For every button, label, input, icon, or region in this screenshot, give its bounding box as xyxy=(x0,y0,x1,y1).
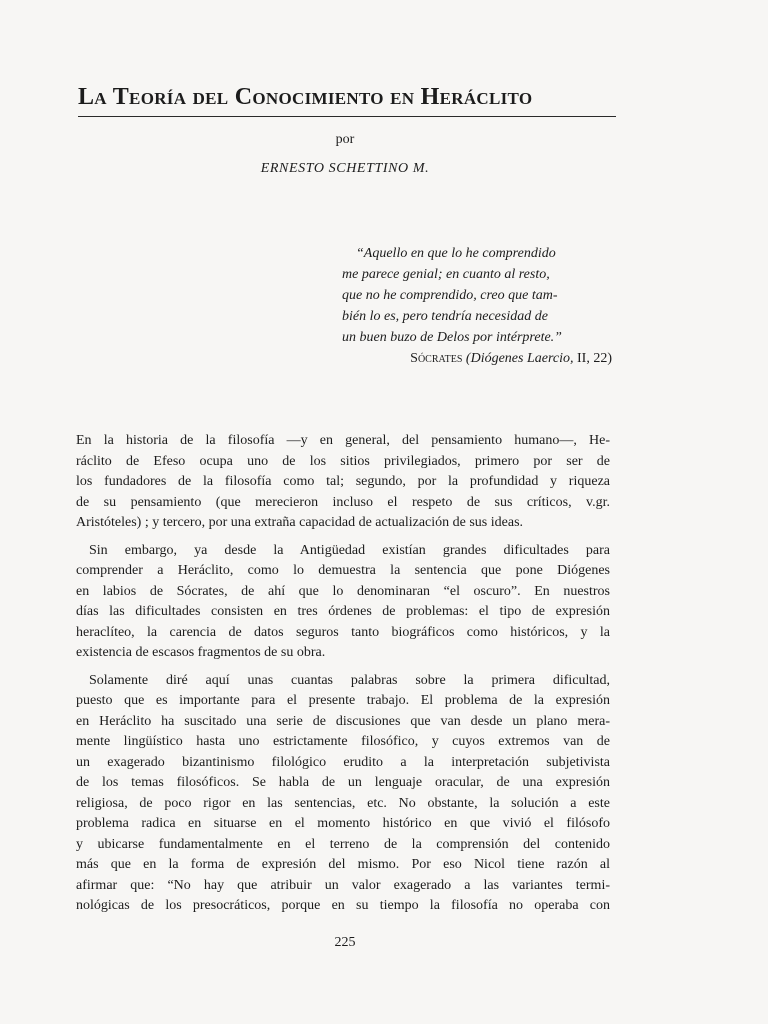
paragraph-3 xyxy=(76,671,610,917)
article-body xyxy=(76,431,610,924)
text-line: mente lingüístico hasta uno estrictamente filosófico, y cuyos extremos van de xyxy=(76,734,610,749)
text-line: ráclito de Efeso ocupa uno de los sitios privilegiados, primero por ser de xyxy=(76,453,610,469)
text-line: en Heráclito ha suscitado una serie de discusiones que van desde un plano mera- xyxy=(76,713,610,729)
text-line: en labios de Sócrates, de ahí que lo denominaran “el oscuro”. En nuestros xyxy=(76,583,610,599)
epigraph-line: me parece genial; en cuanto al resto, xyxy=(342,267,550,282)
epigraph-line: “Aquello en que lo he comprendido xyxy=(356,246,556,261)
text-line: los fundadores de la filosofía como tal; segundo, por la profundidad y riqueza xyxy=(76,474,610,489)
text-line: existencia de escasos fragmentos de su obra. xyxy=(76,645,326,660)
text-line: Sin embargo, ya desde la Antigüedad existían grandes dificultades para xyxy=(89,542,610,558)
text-line: de los temas filosóficos. Se habla de un lenguaje oracular, de una expresión xyxy=(76,775,610,790)
text-line: comprender a Heráclito, como lo demuestra la sentencia que pone Diógenes xyxy=(76,563,610,578)
page-number: 225 xyxy=(334,935,356,950)
text-line: días las dificultades consisten en tres órdenes de problemas: el tipo de expresión xyxy=(76,604,610,619)
text-line: de su pensamiento (que merecieron incluso el respeto de sus críticos, v.gr. xyxy=(76,494,610,510)
text-line: religiosa, de poco rigor en las sentencias, etc. No obstante, la solución a este xyxy=(76,795,610,811)
epigraph-line: bién lo es, pero tendría necesidad de xyxy=(342,309,548,324)
epigraph-source-ref: II, 22) xyxy=(577,351,612,366)
epigraph-line: un buen buzo de Delos por intérprete.” xyxy=(342,330,562,345)
text-line: problema radica en situarse en el momento histórico en que vivió el filósofo xyxy=(76,816,610,831)
text-line: puesto que es importante para el presente trabajo. El problema de la expresión xyxy=(76,693,610,708)
paragraph-2 xyxy=(76,541,610,664)
text-line: un exagerado bizantinismo filológico erudito a la interpretación subjetivista xyxy=(76,754,610,770)
author-name: ERNESTO SCHETTINO M. xyxy=(260,161,430,176)
text-line: Aristóteles) ; y tercero, por una extraña capacidad de actualización de sus ideas. xyxy=(76,515,524,530)
epigraph-source xyxy=(342,348,612,369)
text-line: afirmar que: “No hay que atribuir un valor exagerado a las variantes termi- xyxy=(76,877,610,893)
paragraph-1 xyxy=(76,431,610,534)
text-line: heraclíteo, la carencia de datos seguros tanto biográficos como históricos, y la xyxy=(76,624,610,640)
epigraph-source-work: (Diógenes Laercio, xyxy=(465,351,574,366)
text-line: Solamente diré aquí unas cuantas palabras sobre la primera dificultad, xyxy=(89,672,610,688)
text-line: En la historia de la filosofía —y en general, del pensamiento humano—, He- xyxy=(76,433,610,448)
epigraph-source-name: Sócrates xyxy=(410,351,463,366)
epigraph-line: que no he comprendido, creo que tam- xyxy=(342,288,558,303)
article-title: La Teoría del Conocimiento en Heráclito xyxy=(78,80,616,117)
text-line: más que en la forma de expresión del mismo. Por eso Nicol tiene razón al xyxy=(76,857,610,872)
epigraph xyxy=(342,243,612,369)
text-line: nológicas de los presocráticos, porque en su tiempo la filosofía no operaba con xyxy=(76,898,610,913)
by-label: por xyxy=(335,132,355,147)
text-line: y ubicarse fundamentalmente en el terreno de la comprensión del contenido xyxy=(76,836,610,852)
